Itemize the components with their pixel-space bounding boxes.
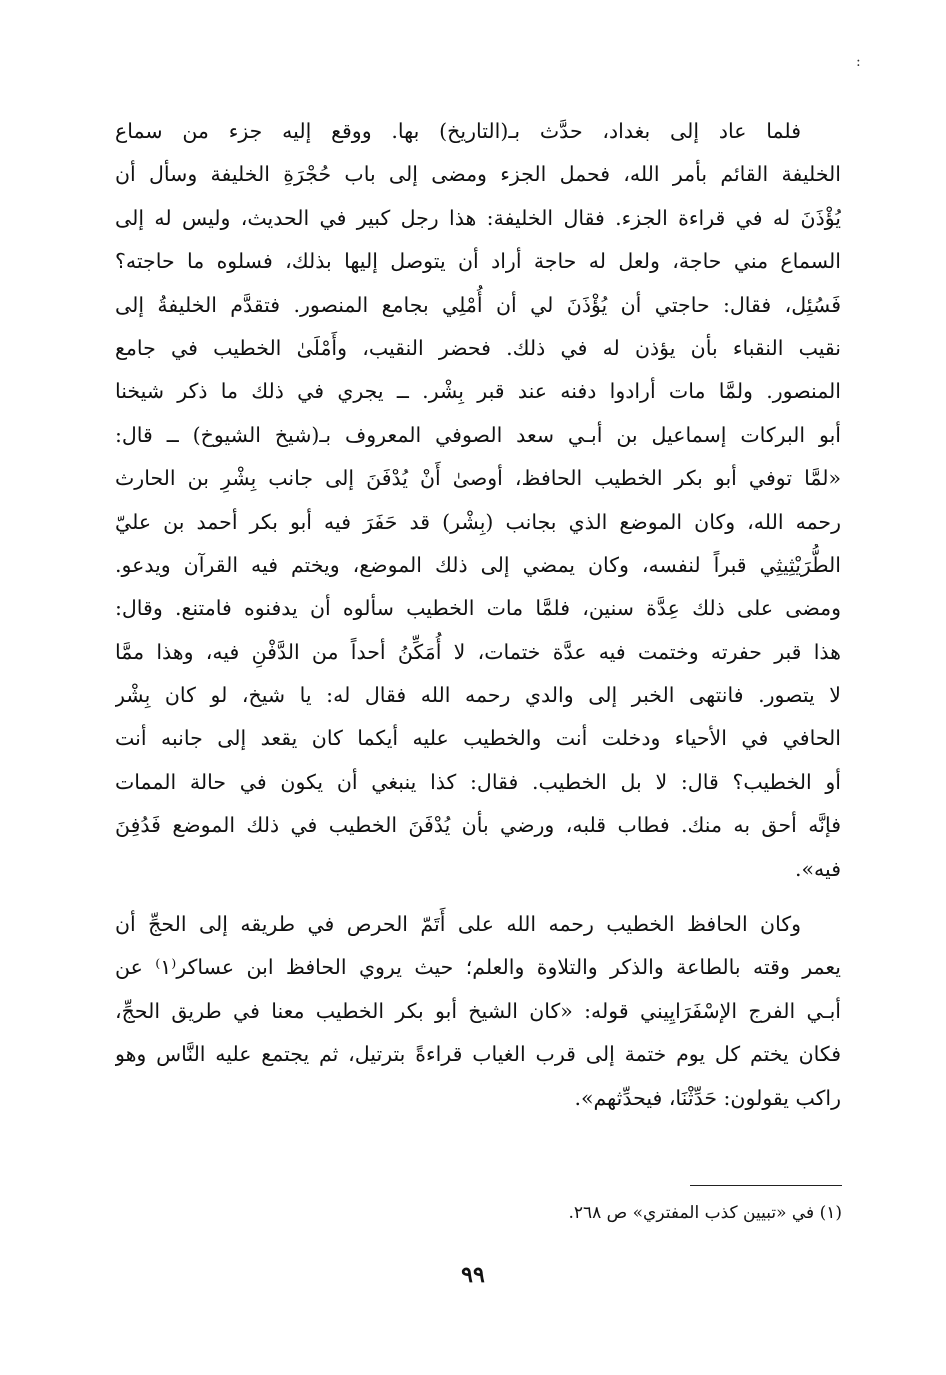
text-line: أبو البركات إسماعيل بن أبـي سعد الصوفي المعروف بـ(شيخ الشيوخ) ــ قال: bbox=[115, 422, 841, 447]
margin-mark: : bbox=[856, 54, 861, 70]
text-line: الحافي في الأحياء ودخلت أنت والخطيب عليه أيكما كان يقعد إلى جانبه أنت bbox=[115, 726, 841, 751]
text-line: لا يتصور. فانتهى الخبر إلى والدي رحمه الله فقال له: يا شيخ، لو كان بِشْر bbox=[115, 683, 841, 708]
text-line: الخليفة القائم بأمر الله، فحمل الجزء ومضى إلى باب حُجْرَةِ الخليفة وسأل أن bbox=[115, 162, 841, 187]
text-line: هذا قبر حفرته وختمت فيه عدَّة ختمات، لا أُمَكِّنُ أحداً من الدَّفْنِ فيه، وهذا ممَّا bbox=[115, 639, 841, 664]
text-line: الطُّرَيْثِيثِي قبراً لنفسه، وكان يمضي إلى ذلك الموضع، ويختم فيه القرآن ويدعو. bbox=[115, 552, 841, 577]
text-line: فإنَّه أحق به منك. فطاب قلبه، ورضي بأن يُدْفَنَ الخطيب في ذلك الموضع فَدُفِنَ bbox=[115, 813, 841, 838]
text-line: فيه». bbox=[794, 856, 841, 881]
text-line: رحمه الله، وكان الموضع الذي بجانب (بِشْر) قد حَفَرَ فيه أبو بكر أحمد بن عليّ bbox=[115, 509, 841, 534]
text-line: «لمَّا توفي أبو بكر الخطيب الحافظ، أوصىٰ أَنْ يُدْفَنَ إلى جانب بِشْرِ بن الحارث bbox=[115, 466, 841, 491]
footnote: (١) في «تبيين كذب المفتري» ص ٢٦٨. bbox=[568, 1203, 842, 1223]
text-line: فكان يختم كل يوم ختمة إلى قرب الغياب قراءةً بترتيل، ثم يجتمع عليه النَّاس وهو bbox=[115, 1042, 841, 1067]
text-line: المنصور. ولمَّا مات أرادوا دفنه عند قبر بِشْر. ــ يجري في ذلك ما ذكر شيخنا bbox=[115, 379, 841, 404]
text-line: فلما عاد إلى بغداد، حدَّث بـ(التاريخ) بها. ووقع إليه جزء من سماع bbox=[115, 119, 801, 143]
paragraph-2 bbox=[115, 903, 841, 1120]
text-line: يعمر وقته بالطاعة والذكر والتلاوة والعلم؛ حيث يروي الحافظ ابن عساكر⁽١⁾ عن bbox=[115, 955, 841, 980]
text-line: أبـي الفرج الإسْفَرَايِيني قوله: «كان الشيخ أبو بكر الخطيب معنا في طريق الحجِّ، bbox=[115, 998, 841, 1023]
text-line: نقيب النقباء بأن يؤذن له في ذلك. فحضر النقيب، وأَمْلَىٰ الخطيب في جامع bbox=[115, 335, 841, 360]
footnote-separator bbox=[690, 1185, 842, 1186]
text-line: راكب يقولون: حَدِّثْنَا، فيحدِّثهم». bbox=[574, 1085, 841, 1110]
text-line: أو الخطيب؟ قال: لا بل الخطيب. فقال: كذا ينبغي أن يكون في حالة الممات bbox=[115, 769, 841, 794]
text-line: ومضى على ذلك عِدَّة سنين، فلمَّا مات الخطيب سألوه أن يدفنوه فامتنع. وقال: bbox=[115, 596, 841, 621]
text-line: السماع مني حاجة، ولعل له حاجة أراد أن يتوصل إليها بذلك، فسلوه ما حاجته؟ bbox=[115, 249, 841, 274]
paragraph-1 bbox=[115, 110, 841, 891]
text-line: يُؤْذَنَ له في قراءة الجزء. فقال الخليفة: هذا رجل كبير في الحديث، وليس له إلى bbox=[115, 205, 841, 230]
main-text bbox=[115, 110, 841, 1120]
text-line: فَسُئِل، فقال: حاجتي أن يُؤْذَنَ لي أن أُمْلِي بجامع المنصور. فتقدَّم الخليفةُ إلى bbox=[115, 292, 841, 317]
text-line: وكان الحافظ الخطيب رحمه الله على أَتَمّ الحرص في طريقه إلى الحجِّ أن bbox=[115, 912, 801, 937]
page-number: ٩٩ bbox=[461, 1262, 485, 1288]
